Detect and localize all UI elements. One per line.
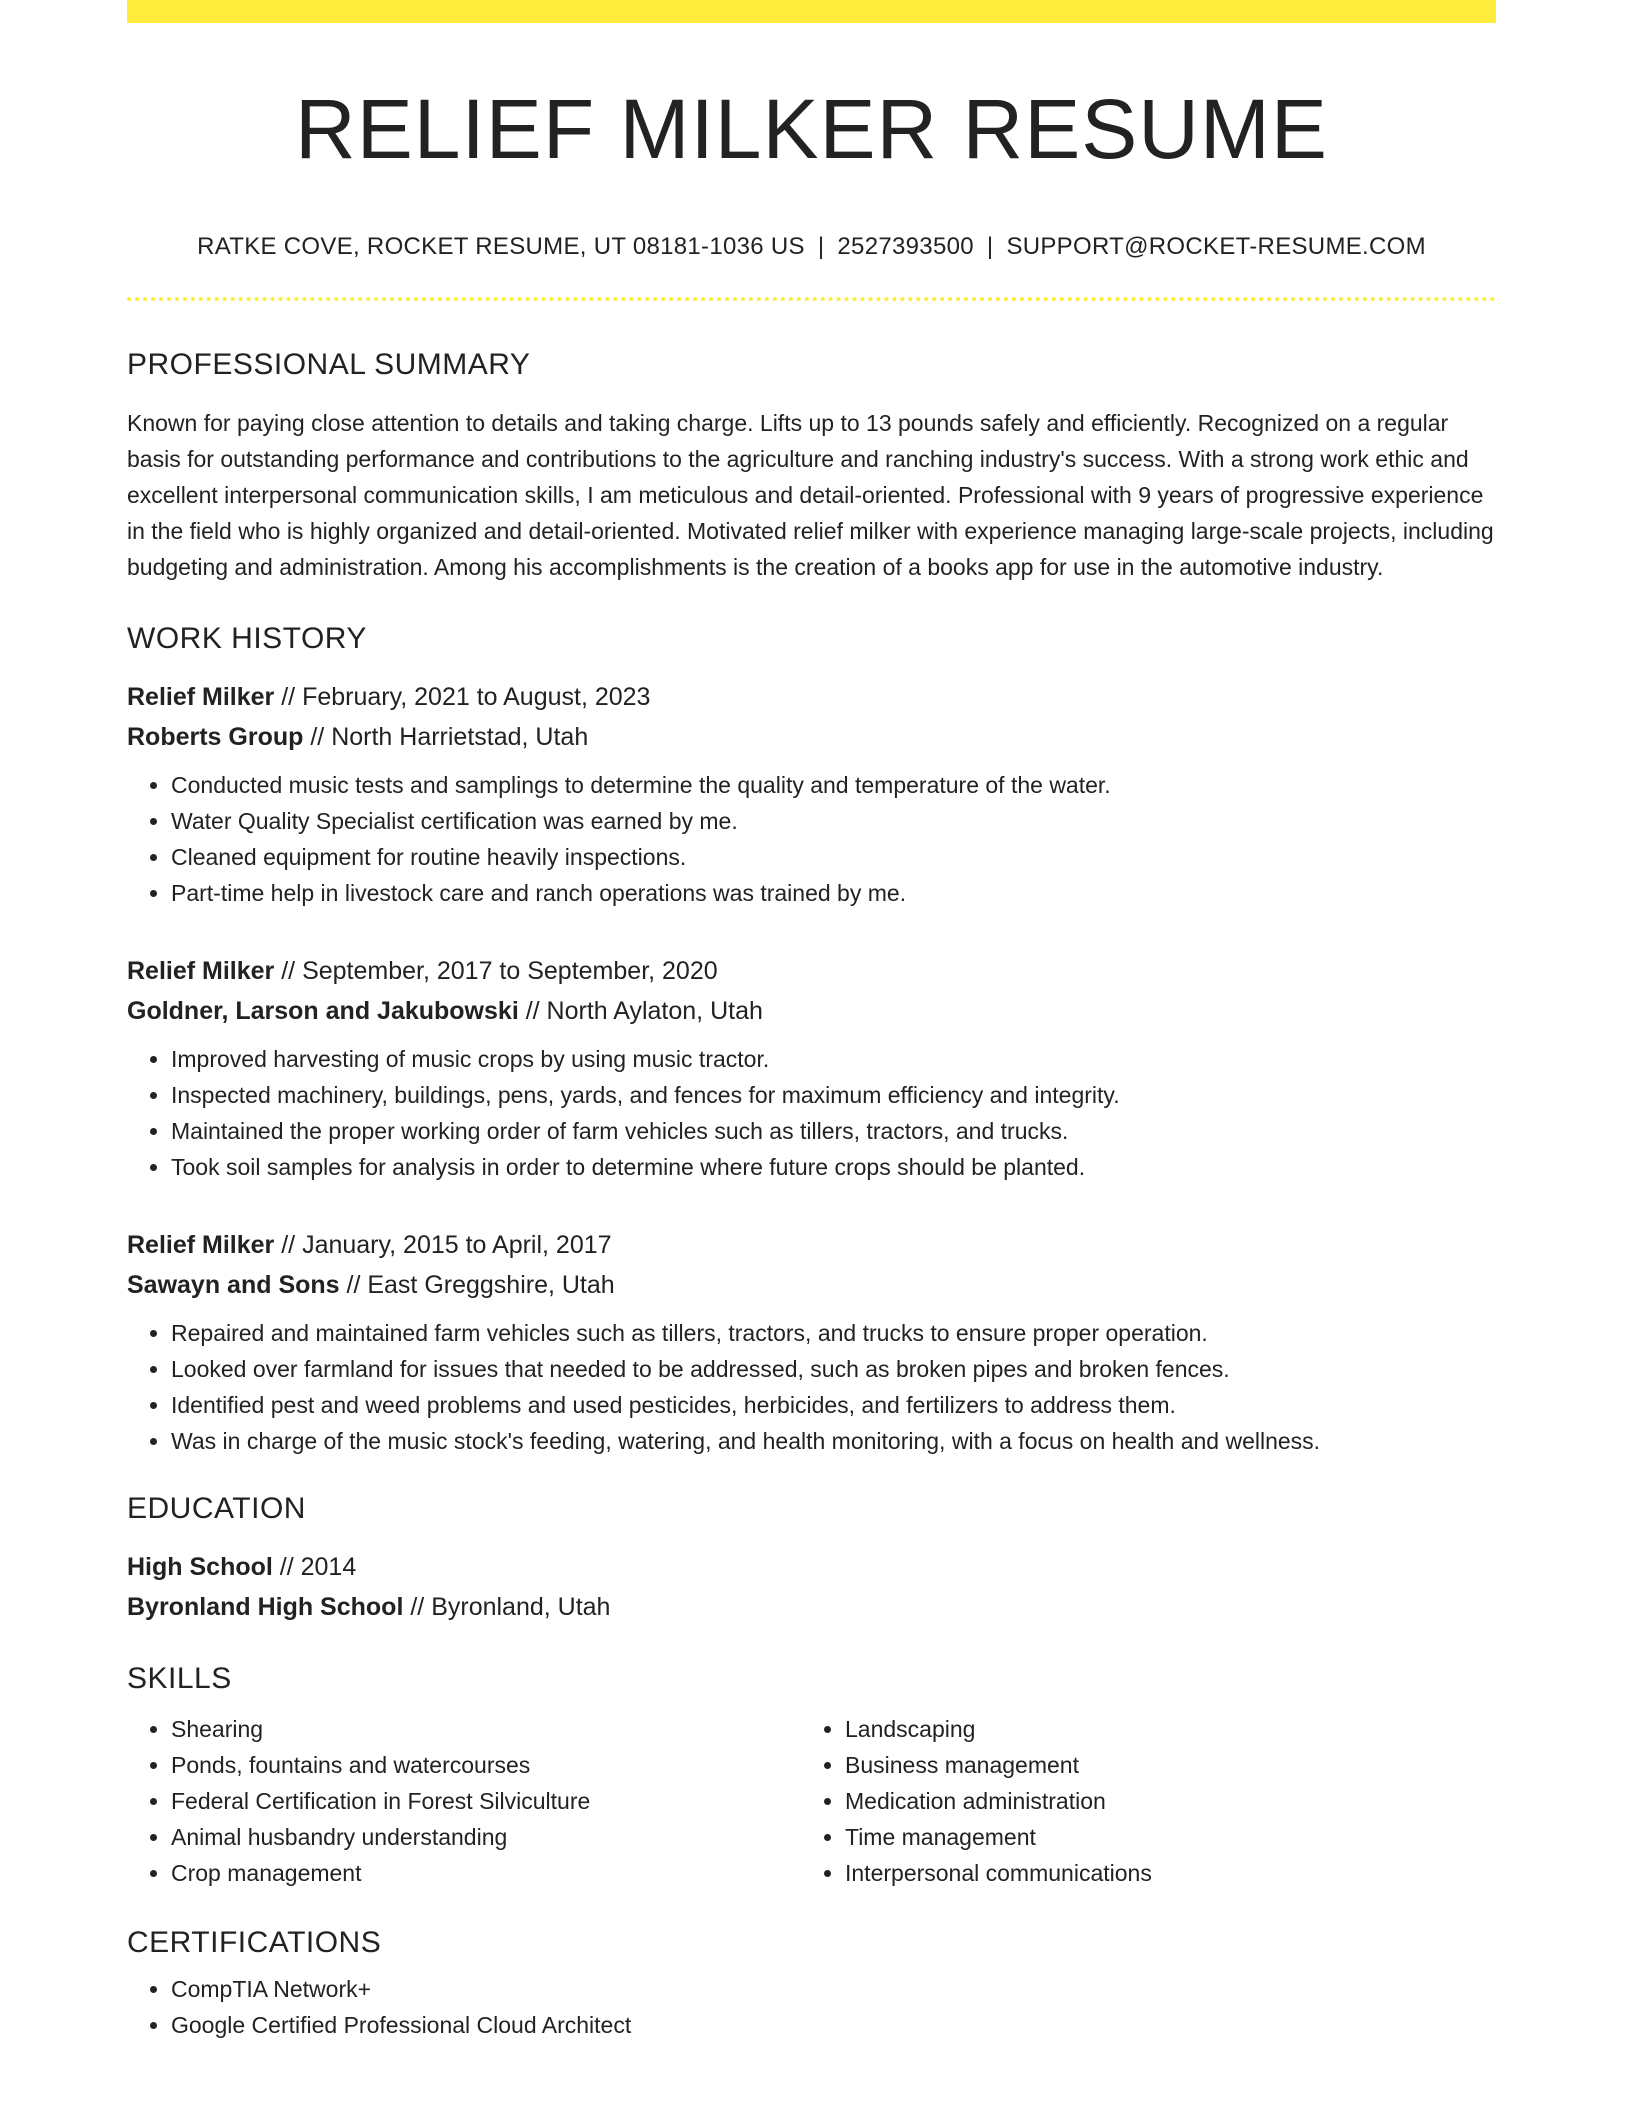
contact-separator: |	[986, 233, 994, 260]
skills-left-column	[127, 1711, 801, 1891]
job-bullet: • Was in charge of the music stock's feeding, watering, and health monitoring, with a focus on health and wellness.	[171, 1423, 1496, 1459]
contact-email: SUPPORT@ROCKET-RESUME.COM	[1006, 233, 1426, 260]
education-entry	[127, 1547, 1496, 1627]
job-bullet: • Water Quality Specialist certification was earned by me.	[171, 803, 1496, 839]
job-bullet: • Part-time help in livestock care and ranch operations was trained by me.	[171, 875, 1496, 911]
education-year: // 2014	[272, 1553, 357, 1581]
job-dates: // September, 2017 to September, 2020	[274, 957, 718, 985]
job-entry	[127, 677, 1496, 911]
job-company: Sawayn and Sons	[127, 1271, 340, 1299]
job-bullet: • Identified pest and weed problems and used pesticides, herbicides, and fertilizers to address them.	[171, 1387, 1496, 1423]
job-bullets	[127, 1041, 1496, 1185]
job-title: Relief Milker	[127, 683, 275, 711]
contact-separator: |	[817, 233, 825, 260]
job-company: Roberts Group	[127, 723, 304, 751]
job-bullet: • Maintained the proper working order of farm vehicles such as tillers, tractors, and trucks.	[171, 1113, 1496, 1149]
certifications-heading: CERTIFICATIONS	[127, 1926, 382, 1959]
job-location: // East Greggshire, Utah	[339, 1271, 615, 1299]
skill-item: • Crop management	[171, 1855, 801, 1891]
job-bullet: • Cleaned equipment for routine heavily inspections.	[171, 839, 1496, 875]
skill-item: • Time management	[845, 1819, 1475, 1855]
accent-top-bar	[127, 0, 1496, 23]
job-bullets	[127, 1315, 1496, 1459]
job-location: // North Aylaton, Utah	[518, 997, 763, 1025]
job-dates: // February, 2021 to August, 2023	[274, 683, 651, 711]
job-company-line	[127, 717, 1496, 757]
skill-item: • Shearing	[171, 1711, 801, 1747]
job-entry	[127, 951, 1496, 1185]
summary-heading: PROFESSIONAL SUMMARY	[127, 348, 531, 381]
skill-item: • Animal husbandry understanding	[171, 1819, 801, 1855]
skill-item: • Medication administration	[845, 1783, 1475, 1819]
skill-item: • Interpersonal communications	[845, 1855, 1475, 1891]
contact-phone: 2527393500	[837, 233, 974, 260]
summary-text: Known for paying close attention to details and taking charge. Lifts up to 13 pounds safely and efficiently. Recognized on a regular basis for outstanding performance and contributions to the agriculture and ranching industry's success. With a strong work ethic and excellent interpersonal communication skills, I am meticulous and detail-oriented. Professional with 9 years of progressive experience in the field who is highly organized and detail-oriented. Motivated relief milker with experience managing large-scale projects, including budgeting and administration. Among his accomplishments is the creation of a books app for use in the automotive industry.	[127, 410, 1494, 580]
education-school: Byronland High School	[127, 1593, 404, 1621]
job-company-line	[127, 1265, 1496, 1305]
job-bullet: • Took soil samples for analysis in order to determine where future crops should be planted.	[171, 1149, 1496, 1185]
job-bullet: • Looked over farmland for issues that needed to be addressed, such as broken pipes and broken fences.	[171, 1351, 1496, 1387]
certification-item: • Google Certified Professional Cloud Architect	[171, 2007, 1496, 2043]
job-title-line	[127, 1225, 1496, 1265]
job-dates: // January, 2015 to April, 2017	[274, 1231, 612, 1259]
job-title: Relief Milker	[127, 957, 275, 985]
job-entry	[127, 1225, 1496, 1459]
skills-right-column	[801, 1711, 1475, 1891]
dotted-divider	[127, 297, 1496, 301]
work-history-heading: WORK HISTORY	[127, 622, 367, 655]
skill-item: • Federal Certification in Forest Silviculture	[171, 1783, 801, 1819]
job-bullets	[127, 767, 1496, 911]
education-degree: High School	[127, 1553, 273, 1581]
skills-grid	[127, 1711, 1496, 1891]
job-location: // North Harrietstad, Utah	[303, 723, 589, 751]
education-school-line	[127, 1587, 1496, 1627]
education-heading: EDUCATION	[127, 1492, 306, 1525]
job-bullet: • Improved harvesting of music crops by using music tractor.	[171, 1041, 1496, 1077]
contact-address: RATKE COVE, ROCKET RESUME, UT 08181-1036 US	[197, 233, 805, 260]
job-bullet: • Inspected machinery, buildings, pens, yards, and fences for maximum efficiency and integrity.	[171, 1077, 1496, 1113]
skills-heading: SKILLS	[127, 1662, 232, 1695]
certifications-list	[127, 1971, 1496, 2043]
skill-item: • Ponds, fountains and watercourses	[171, 1747, 801, 1783]
job-company-line	[127, 991, 1496, 1031]
job-bullet: • Repaired and maintained farm vehicles such as tillers, tractors, and trucks to ensure proper operation.	[171, 1315, 1496, 1351]
resume-page	[127, 0, 1496, 2043]
job-title-line	[127, 677, 1496, 717]
job-bullet: • Conducted music tests and samplings to determine the quality and temperature of the water.	[171, 767, 1496, 803]
job-title-line	[127, 951, 1496, 991]
education-location: // Byronland, Utah	[403, 1593, 611, 1621]
skill-item: • Business management	[845, 1747, 1475, 1783]
education-degree-line	[127, 1547, 1496, 1587]
skill-item: • Landscaping	[845, 1711, 1475, 1747]
job-title: Relief Milker	[127, 1231, 275, 1259]
contact-line	[127, 233, 1496, 261]
job-company: Goldner, Larson and Jakubowski	[127, 997, 519, 1025]
certification-item: • CompTIA Network+	[171, 1971, 1496, 2007]
resume-title: RELIEF MILKER RESUME	[295, 82, 1328, 176]
